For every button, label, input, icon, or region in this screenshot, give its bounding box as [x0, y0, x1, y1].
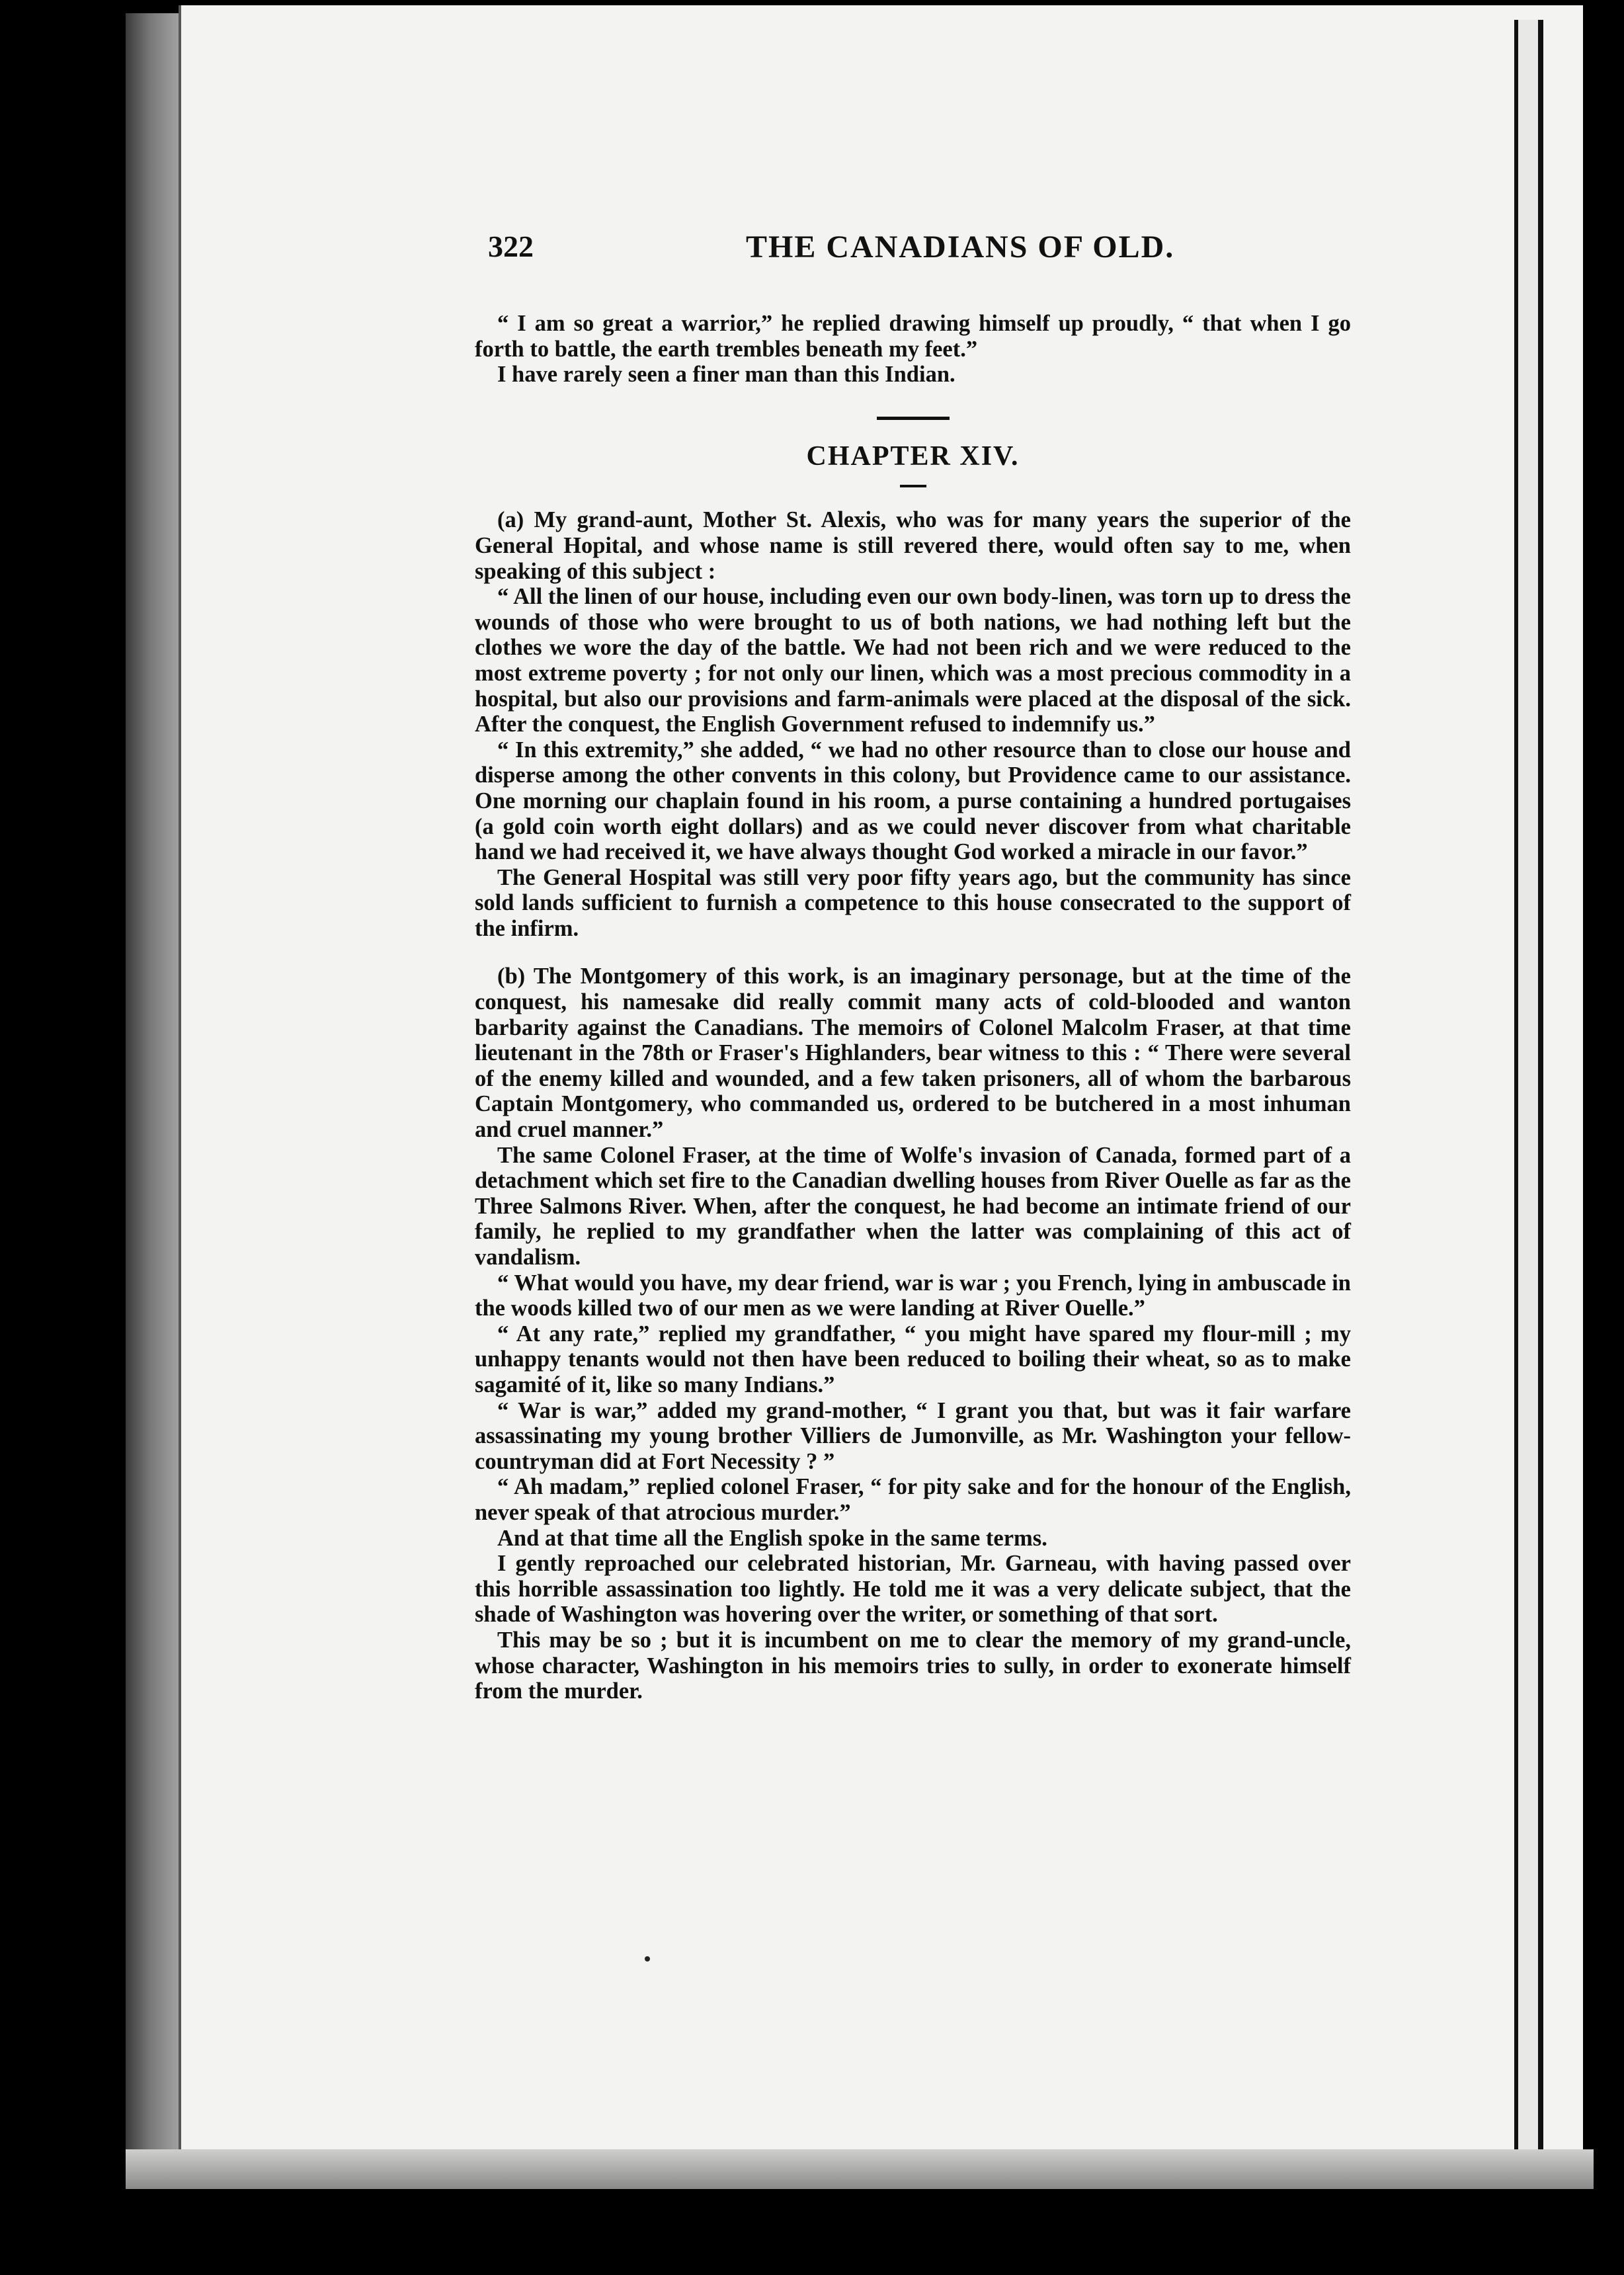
opening-paragraph-1: “ I am so great a warrior,” he replied drawing himself up proudly, “ that when I go forth to battle, the earth trembles beneath my feet.” [475, 311, 1351, 362]
note-gap [475, 941, 1351, 964]
page-header [488, 229, 1364, 275]
note-b-paragraph-9: This may be so ; but it is incumbent on me to clear the memory of my grand-uncle, whose character, Washington in his memoirs tries to sully, in order to exonerate himself from the murder. [475, 1627, 1351, 1704]
note-b-paragraph-2: The same Colonel Fraser, at the time of Wolfe's invasion of Canada, formed part of a detachment which set fire to the Canadian dwelling houses from River Ouelle as far as the Three Salmons River. When, after the conquest, he had become an intimate friend of our family, he replied to my grandfather when the latter was complaining of this act of vandalism. [475, 1142, 1351, 1270]
page-bottom-edge [126, 2149, 1594, 2189]
page-number: 322 [488, 229, 534, 263]
note-a-paragraph-3: “ In this extremity,” she added, “ we had no other resource than to close our house and disperse among the other convents in this colony, but Providence came to our assistance. One morning our chaplain found in his room, a purse containing a hundred portugaises (a gold coin worth eight dollars) and as we could never discover from what charitable hand we had received it, we have always thought God worked a miracle in our favor.” [475, 737, 1351, 865]
ink-speck [645, 1956, 650, 1962]
section-rule [877, 417, 950, 420]
note-a-paragraph-1 [475, 507, 1351, 584]
note-a-paragraph-4: The General Hospital was still very poor fifty years ago, but the community has since sold lands sufficient to furnish a competence to this house consecrated to the support of the infirm. [475, 864, 1351, 941]
note-b-paragraph-5: “ War is war,” added my grand-mother, “ I grant you that, but was it fair warfare assassinating my young brother Villiers de Jumonville, as Mr. Washington your fellow-countryman did at Fort Necessity ? ” [475, 1397, 1351, 1474]
note-b-paragraph-4: “ At any rate,” replied my grandfather, “ you might have spared my flour-mill ; my unhappy tenants would not then have been reduced to boiling their wheat, so as to make sagamité of it, like so many Indians.” [475, 1321, 1351, 1397]
running-title: THE CANADIANS OF OLD. [746, 229, 1175, 265]
note-b-paragraph-3: “ What would you have, my dear friend, war is war ; you French, lying in ambuscade in the woods killed two of our men as we were landing at River Ouelle.” [475, 1270, 1351, 1321]
note-b-paragraph-8: I gently reproached our celebrated historian, Mr. Garneau, with having passed over this horrible assassination too lightly. He told me it was a very delicate subject, that the shade of Washington was hovering over the writer, or something of that sort. [475, 1551, 1351, 1628]
chapter-heading: CHAPTER XIV. [806, 440, 1020, 472]
opening-paragraph-2: I have rarely seen a finer man than this Indian. [497, 362, 955, 388]
page-text [475, 311, 1351, 1704]
note-a-label: (a) [497, 507, 524, 533]
facing-page-edge [1514, 20, 1543, 2163]
note-b-paragraph-6: “ Ah madam,” replied colonel Fraser, “ for pity sake and for the honour of the English, never speak of that atrocious murder.” [475, 1474, 1351, 1525]
note-b-text-1: The Montgomery of this work, is an imaginary personage, but at the time of the conquest, his namesake did really commit many acts of cold-blooded and wanton barbarity against the Canadians. The memoirs of Colonel Malcolm Fraser, at that time lieutenant in the 78th or Fraser's Highlanders, bear witness to this : “ There were several of the enemy killed and wounded, and a few taken prisoners, all of whom the barbarous Captain Montgomery, who commanded us, ordered to be butchered in a most inhuman and cruel manner.” [475, 964, 1351, 1143]
chapter-rule [900, 485, 926, 487]
note-b-paragraph-7: And at that time all the English spoke in the same terms. [497, 1525, 1047, 1551]
note-a-text-1: My grand-aunt, Mother St. Alexis, who was for many years the superior of the General Hopital, and whose name is still revered there, would often say to me, when speaking of this subject : [475, 507, 1351, 584]
note-a-paragraph-2: “ All the linen of our house, including even our own body-linen, was torn up to dress the wounds of those who were brought to us of both nations, we had nothing left but the clothes we wore the day of the battle. We had not been rich and we were reduced to the most extreme poverty ; for not only our linen, which was a most precious commodity in a hospital, but also our provisions and farm-animals were placed at the disposal of the sick. After the conquest, the English Government refused to indemnify us.” [475, 584, 1351, 737]
note-b-label: (b) [497, 964, 526, 989]
note-b-paragraph-1 [475, 964, 1351, 1142]
